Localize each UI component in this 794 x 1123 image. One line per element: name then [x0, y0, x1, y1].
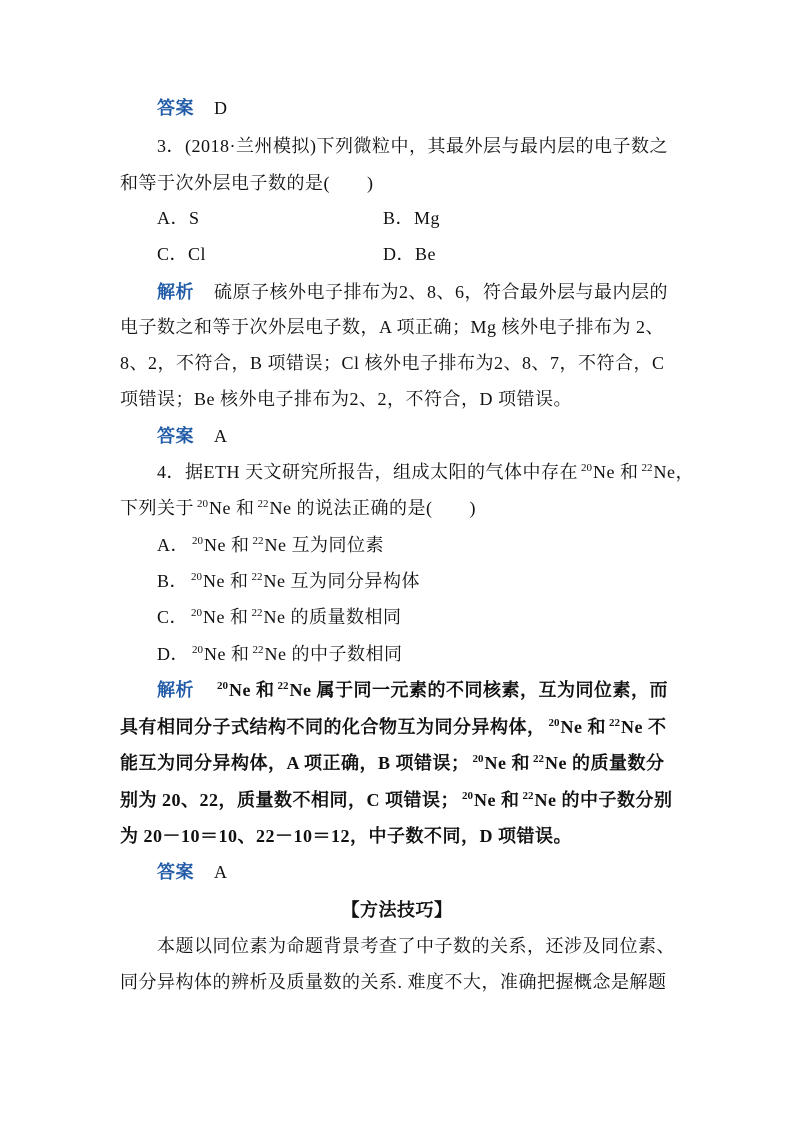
answer-value: A [214, 426, 228, 446]
text-segment: 具有相同分子式结构不同的化合物互为同分异构体， [120, 717, 546, 737]
q3-stem-line-2: 和等于次外层电子数的是( ) [120, 173, 374, 193]
text-segment: Ne 和 [204, 644, 250, 664]
q3-analysis-line-3: 8、2，不符合，B 项错误；Cl 核外电子排布为2、8、7，不符合，C [120, 353, 665, 373]
answer-value: A [214, 862, 228, 882]
text-segment: Ne 和 [593, 462, 639, 482]
mass-number: 22 [251, 571, 263, 583]
q4-analysis-line-4 [120, 788, 673, 812]
text-segment: Ne 的中子数相同 [264, 644, 403, 664]
analysis-label: 解析 [157, 680, 194, 700]
text-segment: Ne 和 [229, 680, 275, 700]
prev-answer-line [157, 96, 228, 120]
q3-stem-line-1: 3．(2018·兰州模拟)下列微粒中，其最外层与最内层的电子数之 [157, 136, 668, 156]
text-segment: Ne， [653, 462, 694, 482]
answer-label: 答案 [157, 98, 194, 118]
mass-number: 22 [252, 644, 264, 656]
q4-stem-line-2 [120, 496, 476, 520]
q3-answer-line [157, 424, 228, 448]
method-line-1: 本题以同位素为命题背景考查了中子数的关系，还涉及同位素、 [157, 936, 675, 956]
text-segment: Ne 和 [484, 753, 531, 773]
q3-analysis-line-1 [157, 280, 668, 304]
q3-analysis-line-4: 项错误；Be 核外电子排布为2、2，不符合，D 项错误。 [120, 389, 572, 409]
mass-number: 20 [581, 462, 592, 474]
analysis-text: 硫原子核外电子排布为2、8、6，符合最外层与最内层的 [214, 282, 668, 302]
q3-option-c: C．Cl [157, 244, 207, 264]
text-segment: Ne 的说法正确的是( ) [269, 498, 476, 518]
method-title: 【方法技巧】 [341, 900, 453, 920]
q4-option-a [157, 533, 384, 557]
mass-number: 20 [472, 753, 484, 765]
text-segment: D． [157, 644, 189, 664]
text-segment: Ne 互为同位素 [264, 535, 384, 555]
text-segment: Ne 属于同一元素的不同核素，互为同位素，而 [289, 680, 668, 700]
text-segment: Ne 和 [204, 535, 250, 555]
text-segment: B． [157, 571, 189, 591]
q3-option-b: B．Mg [383, 208, 441, 228]
method-line-2: 同分异构体的辨析及质量数的关系. 难度不大，准确把握概念是解题 [120, 972, 667, 992]
q4-analysis-line-1 [157, 678, 668, 702]
answer-label: 答案 [157, 426, 194, 446]
mass-number: 20 [191, 607, 203, 619]
q4-analysis-line-3 [120, 751, 665, 775]
q4-stem-line-1 [157, 460, 694, 484]
mass-number: 22 [257, 498, 269, 510]
text-segment: 别为 20、22，质量数不相同，C 项错误； [120, 790, 459, 810]
mass-number: 22 [641, 462, 653, 474]
text-segment: 下列关于 [120, 498, 194, 518]
mass-number: 20 [548, 717, 560, 729]
text-segment: Ne 的质量数分 [545, 753, 665, 773]
mass-number: 20 [217, 680, 228, 692]
text-segment: Ne 互为同分异构体 [263, 571, 421, 591]
mass-number: 22 [533, 753, 545, 765]
text-segment: Ne 和 [209, 498, 255, 518]
mass-number: 20 [462, 790, 473, 802]
q4-option-b [157, 569, 420, 593]
analysis-label: 解析 [157, 282, 194, 302]
text-segment: Ne 和 [203, 571, 249, 591]
q4-analysis-line-2 [120, 715, 667, 739]
q4-answer-line [157, 860, 228, 884]
text-segment: C． [157, 607, 189, 627]
mass-number: 20 [191, 571, 203, 583]
mass-number: 22 [277, 680, 289, 692]
q3-analysis-line-2: 电子数之和等于次外层电子数，A 项正确；Mg 核外电子排布为 2、 [120, 317, 665, 337]
mass-number: 22 [522, 790, 534, 802]
mass-number: 20 [192, 535, 203, 547]
q4-option-c [157, 605, 402, 629]
answer-value: D [214, 98, 228, 118]
text-segment: 4．据ETH 天文研究所报告，组成太阳的气体中存在 [157, 462, 578, 482]
mass-number: 22 [251, 607, 263, 619]
text-segment: A． [157, 535, 189, 555]
mass-number: 20 [192, 644, 203, 656]
mass-number: 20 [197, 498, 208, 510]
text-segment: 能互为同分异构体，A 项正确，B 项错误； [120, 753, 470, 773]
q4-option-d [157, 642, 403, 666]
text-segment: Ne 不 [621, 717, 667, 737]
text-segment: Ne 和 [474, 790, 520, 810]
text-segment: Ne 和 [560, 717, 606, 737]
q4-analysis-line-5: 为 20－10＝10、22－10＝12，中子数不同，D 项错误。 [120, 826, 572, 846]
text-segment: Ne 和 [203, 607, 249, 627]
q3-option-d: D．Be [383, 244, 436, 264]
mass-number: 22 [252, 535, 264, 547]
answer-label: 答案 [157, 862, 194, 882]
text-segment: Ne 的中子数分别 [534, 790, 673, 810]
q3-option-a: A．S [157, 208, 200, 228]
mass-number: 22 [609, 717, 620, 729]
text-segment: Ne 的质量数相同 [263, 607, 402, 627]
